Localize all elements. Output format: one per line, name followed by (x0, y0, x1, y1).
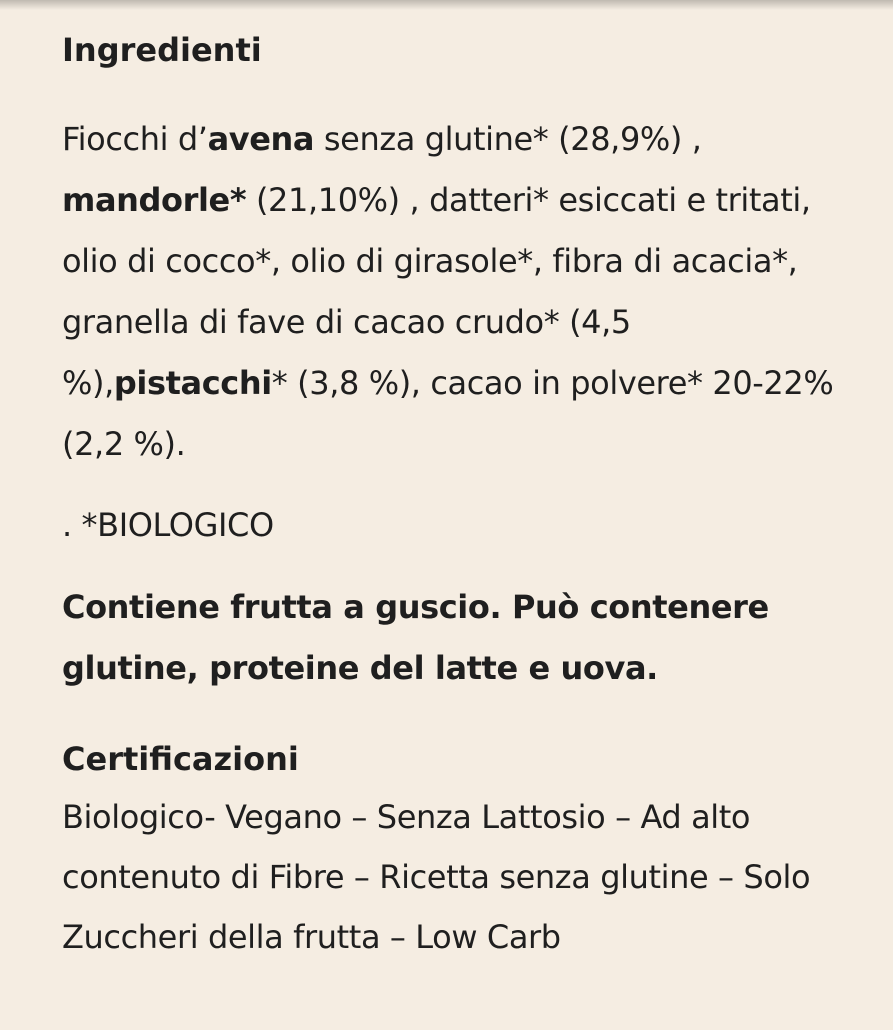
allergen-warning: Contiene frutta a guscio. Può contenere glutine, proteine del latte e uova. (62, 588, 769, 687)
certifications-heading: Certificazioni (62, 740, 299, 778)
organic-note: . *BIOLOGICO (62, 506, 274, 544)
ingredients-text (62, 109, 862, 475)
ingredients-heading: Ingredienti (62, 31, 262, 69)
ingredient-segment: Fiocchi d’ (62, 120, 208, 158)
product-details (62, 22, 862, 967)
certifications-text: Biologico- Vegano – Senza Lattosio – Ad alto contenuto di Fibre – Ricetta senza glutine – Solo Zuccheri della frutta – Low Carb (62, 798, 811, 956)
ingredient-segment: senza glutine* (28,9%) , (314, 120, 702, 158)
ingredient-segment: (21,10%) , datteri* esiccati e tritati, olio di cocco*, olio di girasole*, fibra di acacia*, granella di fave di cacao crudo* (4,5 %), (62, 181, 811, 402)
top-edge-shadow (0, 0, 893, 10)
ingredient-segment-bold: mandorle* (62, 181, 247, 219)
ingredient-segment-bold: pistacchi (113, 364, 272, 402)
ingredient-segment: * (3,8 %), cacao in polvere* 20-22% (2,2 %). (62, 364, 834, 463)
ingredient-segment-bold: avena (207, 120, 315, 158)
